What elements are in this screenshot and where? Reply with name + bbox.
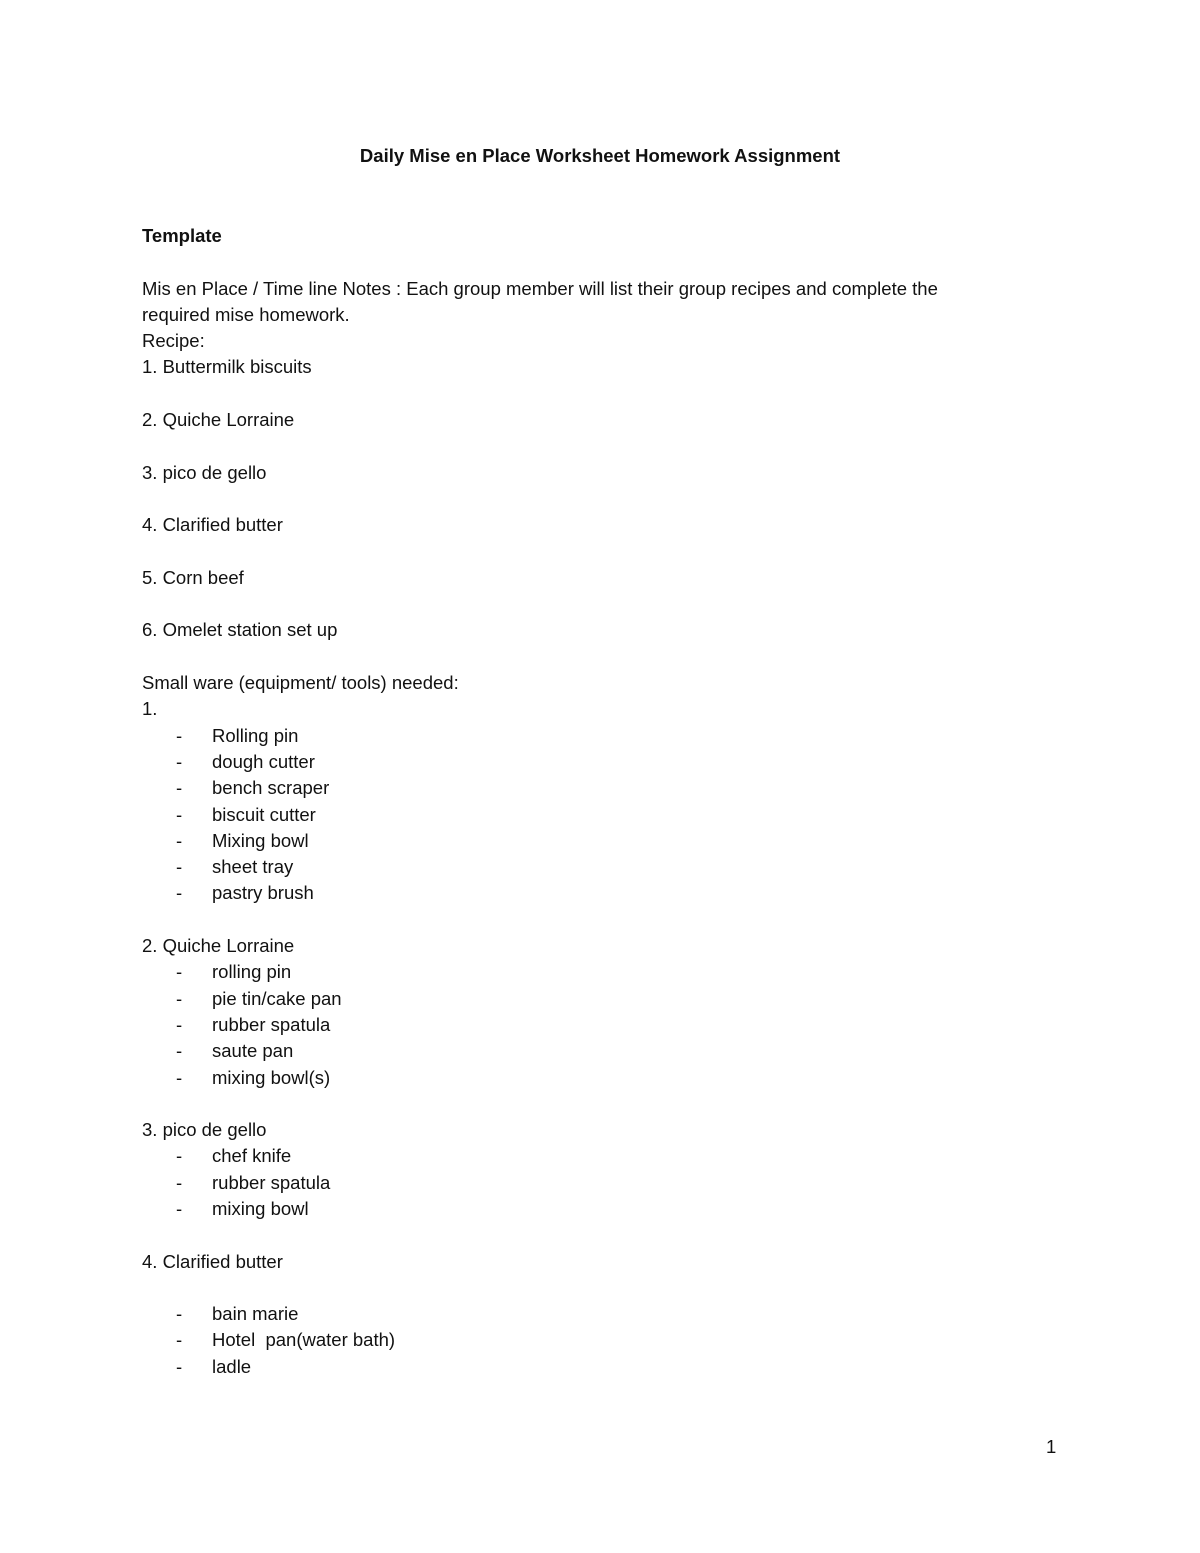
smallware-item [142,1143,1022,1169]
recipe-label: Recipe: [142,330,205,352]
bullet-dash: - [176,1013,183,1035]
smallware-item [142,1038,1022,1064]
smallware-item-text: Rolling pin [212,724,299,746]
smallware-item-text: rubber spatula [212,1013,331,1035]
recipe-item: 5. Corn beef [142,566,244,588]
intro-line: Mis en Place / Time line Notes : Each group member will list their group recipes and complete the [142,277,938,299]
smallware-item-text: pie tin/cake pan [212,987,342,1009]
smallware-item-text: sheet tray [212,856,294,878]
smallware-item-text: pastry brush [212,882,314,904]
smallware-item [142,1012,1022,1038]
smallware-item-text: mixing bowl [212,1197,309,1219]
bullet-dash: - [176,803,183,825]
recipe-item: 6. Omelet station set up [142,619,338,641]
smallware-item-text: bain marie [212,1303,299,1325]
smallware-item [142,986,1022,1012]
bullet-dash: - [176,1171,183,1193]
smallware-item-text: biscuit cutter [212,803,316,825]
recipe-item: 3. pico de gello [142,461,267,483]
smallware-item [142,1170,1022,1196]
bullet-dash: - [176,777,183,799]
smallware-item [142,775,1022,801]
document-title: Daily Mise en Place Worksheet Homework Assignment [359,145,841,166]
smallware-item [142,1196,1022,1222]
bullet-dash: - [176,961,183,983]
bullet-dash: - [176,1355,183,1377]
smallware-item-text: mixing bowl(s) [212,1066,331,1088]
bullet-dash: - [176,1066,183,1088]
bullet-dash: - [176,1329,183,1351]
smallware-item [142,880,1022,906]
bullet-dash: - [176,1145,183,1167]
bullet-dash: - [176,724,183,746]
smallware-item-text: chef knife [212,1145,292,1167]
bullet-dash: - [176,750,183,772]
smallware-item-text: bench scraper [212,777,330,799]
smallware-item-text: ladle [212,1355,252,1377]
smallware-item [142,1327,1022,1353]
smallware-label: Small ware (equipment/ tools) needed: [142,672,459,694]
smallware-item [142,828,1022,854]
smallware-group-heading: 3. pico de gello [142,1119,267,1141]
recipe-item: 4. Clarified butter [142,514,283,536]
recipe-item: 2. Quiche Lorraine [142,409,295,431]
smallware-item [142,802,1022,828]
smallware-group-heading: 2. Quiche Lorraine [142,935,295,957]
smallware-item [142,749,1022,775]
smallware-item-text: Hotel pan(water bath) [212,1329,396,1351]
bullet-dash: - [176,987,183,1009]
smallware-group-heading: 1. [142,698,158,720]
bullet-dash: - [176,829,183,851]
section-heading: Template [142,225,222,246]
bullet-dash: - [176,1040,183,1062]
bullet-dash: - [176,856,183,878]
smallware-item [142,723,1022,749]
smallware-item-text: saute pan [212,1040,294,1062]
document-body [142,223,1022,1380]
smallware-item-text: rolling pin [212,961,292,983]
smallware-item-text: dough cutter [212,750,315,772]
page-number: 1 [1046,1436,1057,1457]
bullet-dash: - [176,1303,183,1325]
recipe-item: 1. Buttermilk biscuits [142,356,312,378]
smallware-item [142,959,1022,985]
smallware-item-text: rubber spatula [212,1171,331,1193]
smallware-item [142,1301,1022,1327]
bullet-dash: - [176,1197,183,1219]
smallware-group-heading: 4. Clarified butter [142,1250,283,1272]
bullet-dash: - [176,882,183,904]
smallware-item [142,1354,1022,1380]
smallware-item [142,1065,1022,1091]
smallware-item-text: Mixing bowl [212,829,309,851]
intro-line: required mise homework. [142,303,350,325]
smallware-item [142,854,1022,880]
